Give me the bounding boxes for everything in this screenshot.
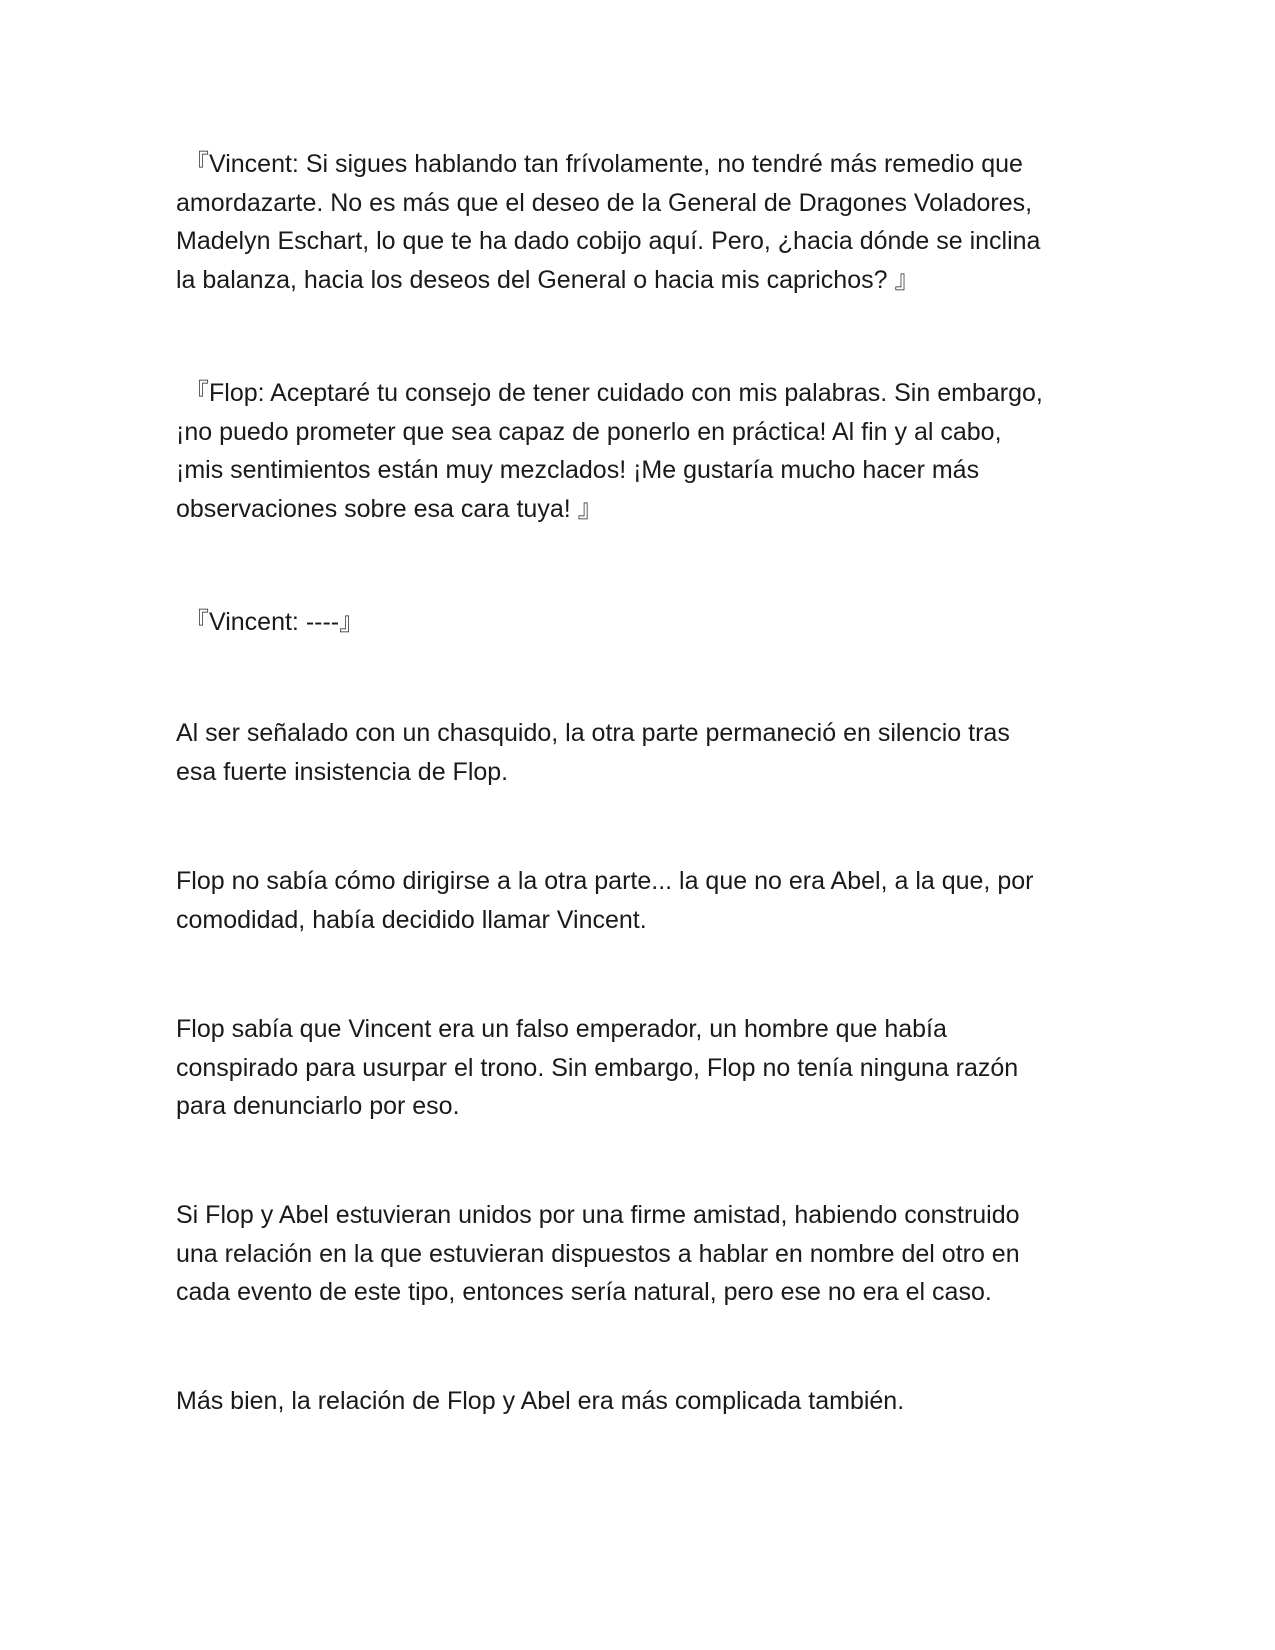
paragraph-vincent-dialogue-1 [176,145,1096,299]
paragraph-narration-2 [176,862,1096,939]
text-line: Si Flop y Abel estuvieran unidos por una firme amistad, habiendo construido [176,1201,1020,1229]
text-line: Al ser señalado con un chasquido, la otra parte permaneció en silencio tras [176,719,1010,747]
text-line: ¡mis sentimientos están muy mezclados! ¡Me gustaría mucho hacer más [176,456,980,484]
paragraph-narration-1 [176,714,1096,791]
text-line: Flop sabía que Vincent era un falso emperador, un hombre que había [176,1015,947,1043]
paragraph-flop-dialogue [176,374,1096,528]
text-line: esa fuerte insistencia de Flop. [176,757,509,786]
text-line: Más bien, la relación de Flop y Abel era más complicada también. [176,1387,905,1415]
text-line: Madelyn Eschart, lo que te ha dado cobijo aquí. Pero, ¿hacia dónde se inclina [176,227,1041,255]
text-line: una relación en la que estuvieran dispuestos a hablar en nombre del otro en [176,1239,1020,1268]
text-line: amordazarte. No es más que el deseo de la General de Dragones Voladores, [176,188,1033,217]
paragraph-narration-5 [176,1382,1096,1421]
paragraph-narration-3 [176,1010,1096,1126]
text-line: ¡no puedo prometer que sea capaz de ponerlo en práctica! Al fin y al cabo, [176,417,1002,446]
text-line: comodidad, había decidido llamar Vincent. [176,905,647,934]
text-line: 『Vincent: ----』 [184,608,365,636]
paragraph-vincent-dialogue-2 [176,603,1096,642]
text-line: conspirado para usurpar el trono. Sin embargo, Flop no tenía ninguna razón [176,1053,1019,1082]
text-line: cada evento de este tipo, entonces sería natural, pero ese no era el caso. [176,1278,992,1306]
text-line: 『Flop: Aceptaré tu consejo de tener cuidado con mis palabras. Sin embargo, [184,379,1043,407]
text-line: la balanza, hacia los deseos del General o hacia mis caprichos? 』 [176,265,920,294]
text-line: 『Vincent: Si sigues hablando tan frívolamente, no tendré más remedio que [184,150,1023,178]
text-line: observaciones sobre esa cara tuya! 』 [176,494,603,523]
paragraph-narration-4 [176,1196,1096,1312]
text-line: Flop no sabía cómo dirigirse a la otra parte... la que no era Abel, a la que, por [176,867,1034,895]
text-line: para denunciarlo por eso. [176,1092,460,1120]
